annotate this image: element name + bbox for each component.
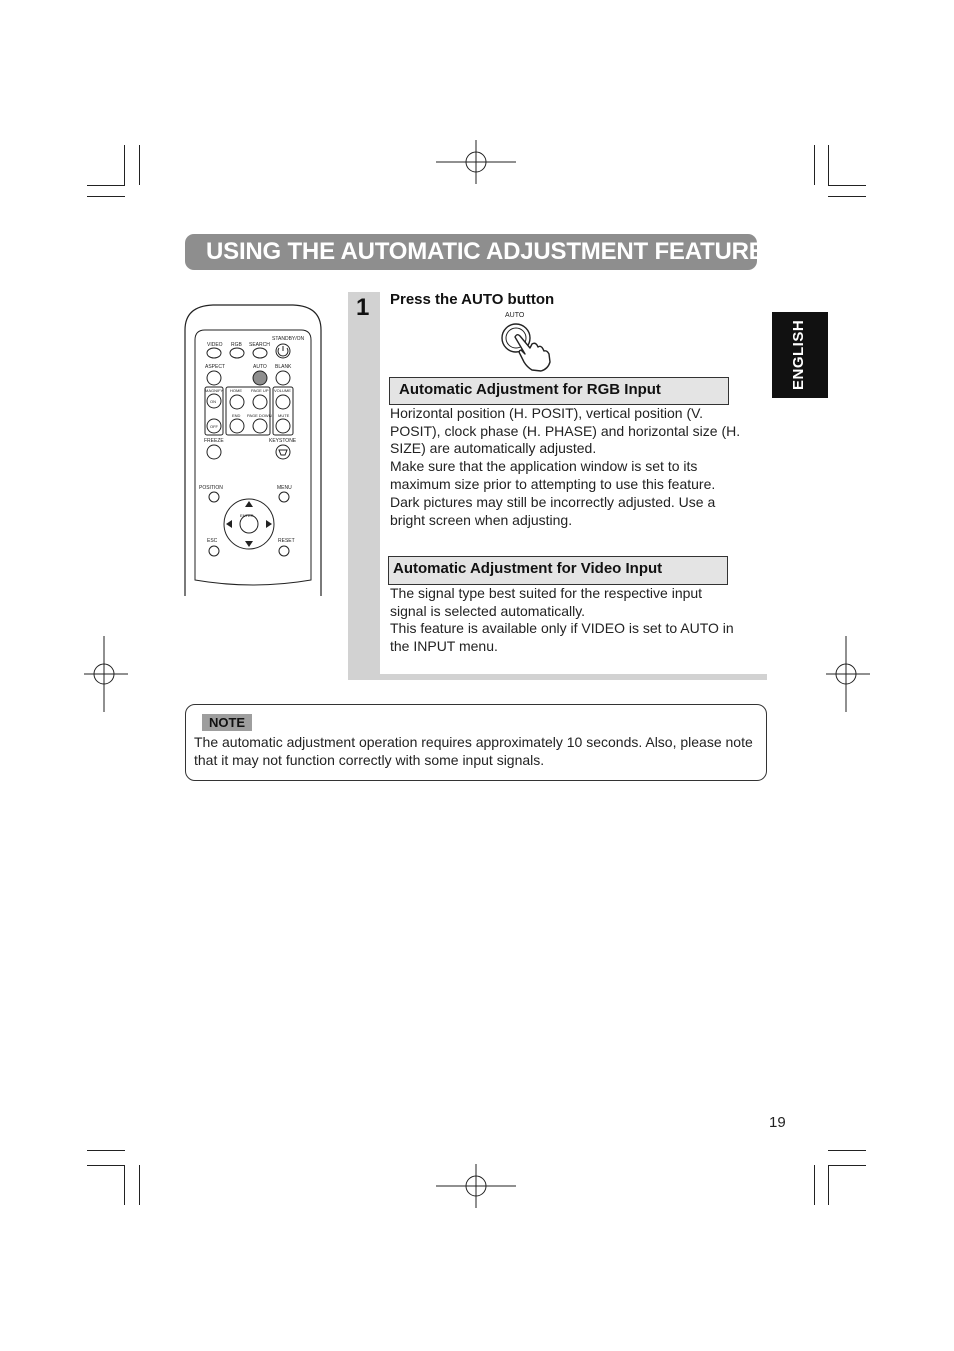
remote-label-end: END (232, 413, 241, 418)
video-paragraph-1: The signal type best suited for the respective input signal is selected automatically. (390, 585, 703, 619)
remote-label-search: SEARCH (249, 342, 270, 348)
registration-mark-top (436, 140, 516, 184)
remote-control-illustration (183, 300, 323, 600)
step-bottom-rule (348, 674, 767, 680)
remote-label-aspect: ASPECT (205, 364, 226, 370)
remote-label-video: VIDEO (207, 342, 223, 348)
note-text: The automatic adjustment operation requires approximately 10 seconds. Also, please note that it may not function correctly with some input signals. (194, 734, 753, 768)
auto-button-caption: AUTO (505, 312, 525, 319)
remote-label-auto: AUTO (253, 364, 267, 370)
page-title: USING THE AUTOMATIC ADJUSTMENT FEATURE (206, 238, 765, 265)
note-label: NOTE (202, 714, 252, 731)
remote-label-off: OFF (210, 424, 218, 429)
remote-label-page-up: PAGE UP (251, 388, 269, 393)
remote-label-on: ON (210, 399, 216, 404)
remote-label-reset: RESET (278, 538, 295, 544)
registration-mark-right (826, 636, 870, 712)
remote-label-blank: BLANK (275, 364, 292, 370)
step-number: 1 (356, 294, 370, 321)
rgb-paragraph-1: Horizontal position (H. POSIT), vertical position (V. POSIT), clock phase (H. PHASE) and horizontal size (H. SIZE) are automatically adjusted. (390, 405, 741, 457)
remote-label-enter: ENTER (240, 513, 254, 518)
remote-label-freeze: FREEZE (204, 438, 224, 444)
remote-label-keystone: KEYSTONE (269, 438, 297, 444)
rgb-paragraph-2: Make sure that the application window is set to its maximum size prior to attempting to use this feature. (390, 458, 716, 492)
rgb-section-heading: Automatic Adjustment for RGB Input (389, 377, 729, 405)
remote-label-home: HOME (230, 388, 242, 393)
video-section-heading: Automatic Adjustment for Video Input (388, 556, 728, 585)
remote-label-page-down: PAGE DOWN (247, 413, 272, 418)
registration-mark-left (84, 636, 128, 712)
remote-label-rgb: RGB (231, 342, 242, 348)
remote-label-esc: ESC (207, 538, 218, 544)
remote-label-magnify: MAGNIFY (205, 388, 224, 393)
page-number: 19 (769, 1114, 786, 1131)
remote-label-position: POSITION (199, 485, 223, 491)
remote-label-standby: STANDBY/ON (272, 336, 305, 342)
rgb-paragraph-3: Dark pictures may still be incorrectly adjusted. Use a bright screen when adjusting. (390, 494, 716, 528)
language-tab-label: ENGLISH (790, 319, 807, 390)
registration-mark-bottom (436, 1164, 516, 1208)
hand-pressing-button-icon (498, 320, 556, 372)
remote-label-volume: VOLUME (274, 388, 291, 393)
remote-label-menu: MENU (277, 485, 292, 491)
video-paragraph-2: This feature is available only if VIDEO is set to AUTO in the INPUT menu. (390, 620, 734, 654)
remote-label-mute: MUTE (278, 413, 290, 418)
step-band (348, 292, 380, 680)
step-heading: Press the AUTO button (390, 291, 555, 308)
